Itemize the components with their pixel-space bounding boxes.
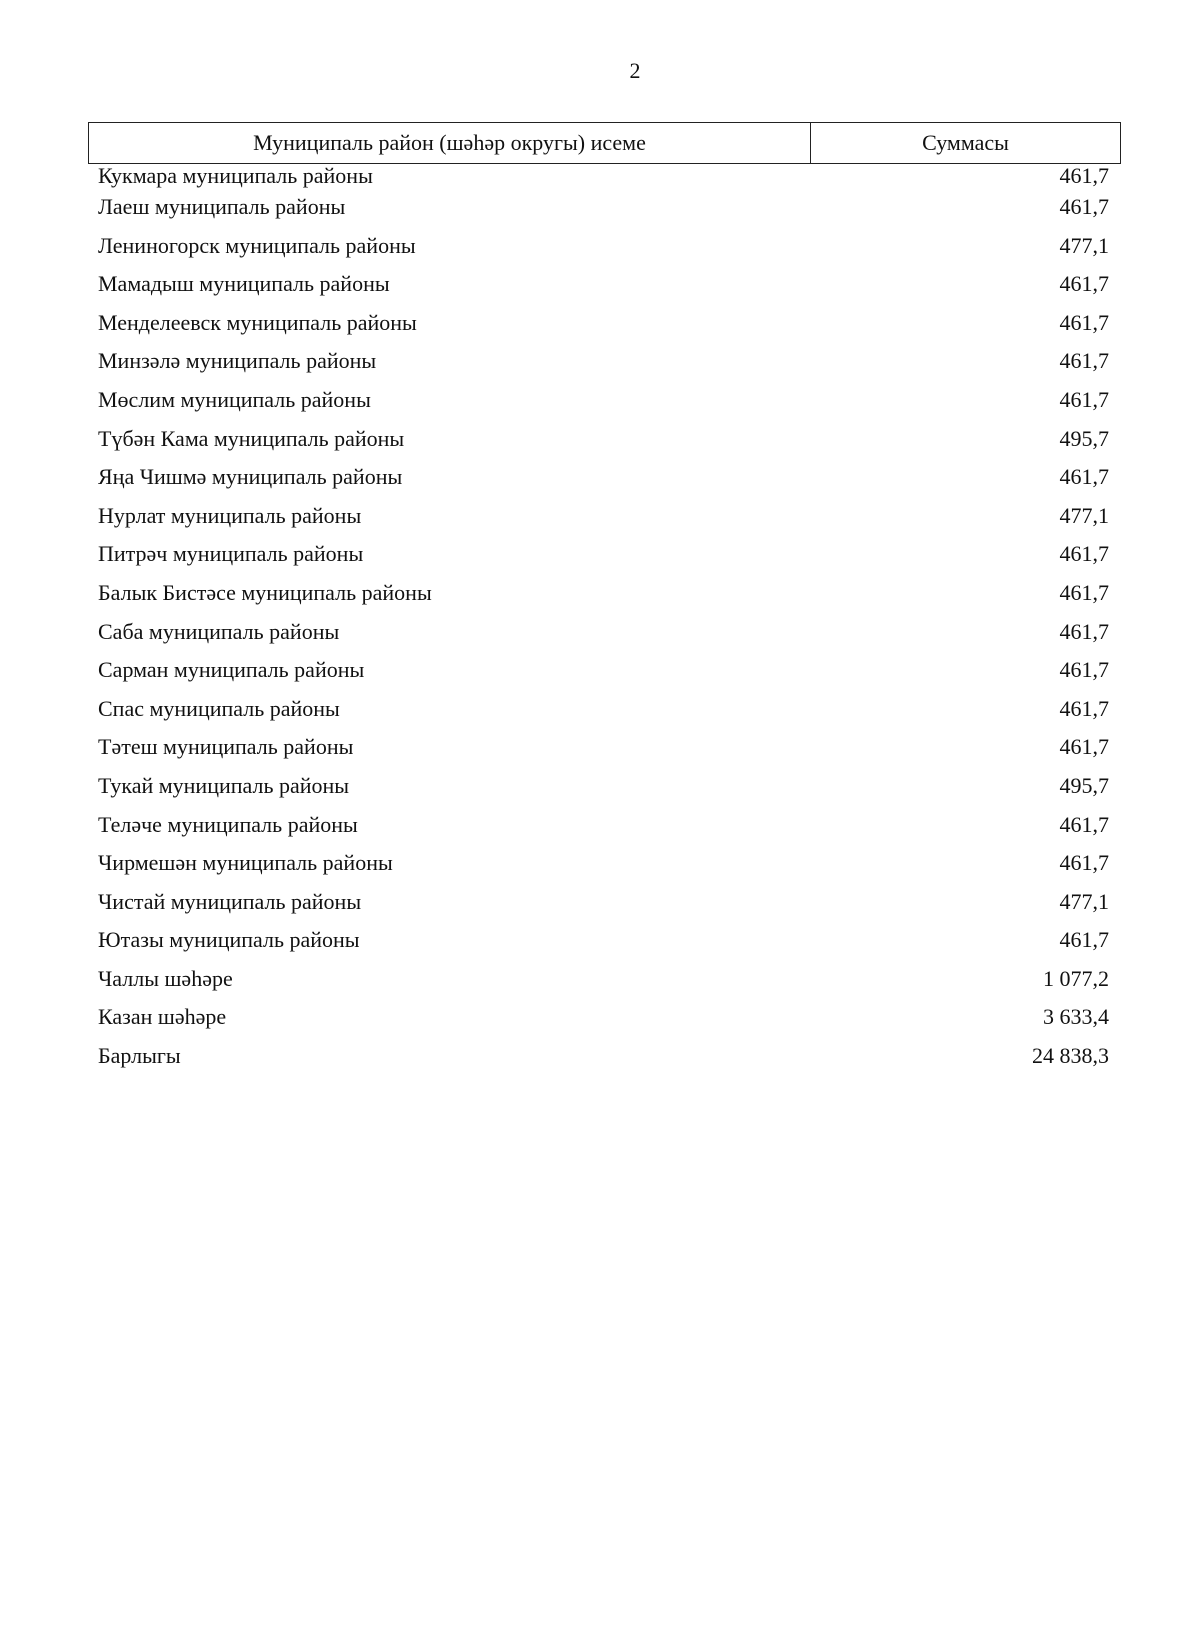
row-municipality-name: Тәтеш муниципаль районы [98, 734, 354, 760]
row-municipality-name: Спас муниципаль районы [98, 695, 340, 721]
table-row [88, 734, 1121, 773]
table-row [88, 812, 1121, 851]
table-row [88, 387, 1121, 426]
row-sum-value: 461,7 [1059, 734, 1109, 760]
row-municipality-name: Чирмешән муниципаль районы [98, 850, 393, 876]
table-row [88, 619, 1121, 658]
header-municipality-name: Муниципаль район (шәһәр округы) исеме [89, 123, 811, 163]
row-sum-value: 461,7 [1059, 309, 1109, 335]
table-row [88, 773, 1121, 812]
municipal-sums-table [88, 122, 1121, 1082]
header-sum: Суммасы [922, 130, 1009, 155]
row-sum-value: 477,1 [1059, 888, 1109, 914]
row-municipality-name: Яңа Чишмә муниципаль районы [98, 464, 403, 490]
table-row [88, 426, 1121, 465]
row-sum-value: 461,7 [1059, 695, 1109, 721]
row-sum-value: 495,7 [1059, 772, 1109, 798]
row-municipality-name: Кукмара муниципаль районы [98, 163, 373, 188]
table-row [88, 233, 1121, 272]
table-row [88, 850, 1121, 889]
table-row [88, 271, 1121, 310]
table-row [88, 310, 1121, 349]
row-sum-value: 461,7 [1059, 850, 1109, 876]
row-sum-value: 461,7 [1059, 579, 1109, 605]
row-sum-value: 461,7 [1059, 657, 1109, 683]
row-municipality-name: Мөслим муниципаль районы [98, 386, 371, 412]
row-municipality-name: Балык Бистәсе муниципаль районы [98, 579, 432, 605]
row-municipality-name: Мамадыш муниципаль районы [98, 271, 390, 297]
row-municipality-name: Тукай муниципаль районы [98, 772, 350, 798]
row-municipality-name: Саба муниципаль районы [98, 618, 340, 644]
row-sum-value: 477,1 [1059, 502, 1109, 528]
row-municipality-name: Сарман муниципаль районы [98, 657, 365, 683]
table-row [88, 464, 1121, 503]
row-municipality-name: Ютазы муниципаль районы [98, 927, 360, 953]
row-municipality-name: Казан шәһәре [98, 1004, 227, 1030]
row-municipality-name: Барлыгы [98, 1043, 181, 1069]
row-sum-value: 495,7 [1059, 425, 1109, 451]
row-municipality-name: Минзәлә муниципаль районы [98, 348, 377, 374]
row-sum-value: 477,1 [1059, 232, 1109, 258]
row-municipality-name: Питрәч муниципаль районы [98, 541, 364, 567]
row-municipality-name: Теләче муниципаль районы [98, 811, 358, 837]
table-row [88, 927, 1121, 966]
row-sum-value: 3 633,4 [1043, 1004, 1109, 1030]
row-sum-value: 461,7 [1059, 464, 1109, 490]
page-number: 2 [629, 58, 641, 83]
row-sum-value: 461,7 [1059, 386, 1109, 412]
row-municipality-name: Менделеевск муниципаль районы [98, 309, 417, 335]
row-sum-value: 461,7 [1059, 811, 1109, 837]
row-sum-value: 1 077,2 [1043, 965, 1109, 991]
row-sum-value: 461,7 [1059, 271, 1109, 297]
table-row [88, 194, 1121, 233]
row-sum-value: 461,7 [1059, 618, 1109, 644]
table-header [88, 122, 1121, 164]
table-row [88, 889, 1121, 928]
table-row [88, 657, 1121, 696]
row-municipality-name: Чаллы шәһәре [98, 965, 233, 991]
row-sum-value: 461,7 [1059, 348, 1109, 374]
row-sum-value: 24 838,3 [1032, 1043, 1109, 1069]
table-row [88, 348, 1121, 387]
table-row [88, 1004, 1121, 1043]
row-municipality-name: Нурлат муниципаль районы [98, 502, 362, 528]
row-sum-value: 461,7 [1059, 541, 1109, 567]
table-row [88, 541, 1121, 580]
row-sum-value: 461,7 [1059, 163, 1109, 188]
row-sum-value: 461,7 [1059, 927, 1109, 953]
table-row [88, 580, 1121, 619]
table-row [88, 163, 1121, 194]
table-row-total [88, 1043, 1121, 1082]
table-row [88, 696, 1121, 735]
table-row [88, 966, 1121, 1005]
row-municipality-name: Лениногорск муниципаль районы [98, 232, 416, 258]
row-municipality-name: Лаеш муниципаль районы [98, 194, 346, 219]
row-municipality-name: Чистай муниципаль районы [98, 888, 362, 914]
table-body [88, 163, 1121, 1082]
row-municipality-name: Түбән Кама муниципаль районы [98, 425, 405, 451]
row-sum-value: 461,7 [1059, 194, 1109, 219]
table-row [88, 503, 1121, 542]
